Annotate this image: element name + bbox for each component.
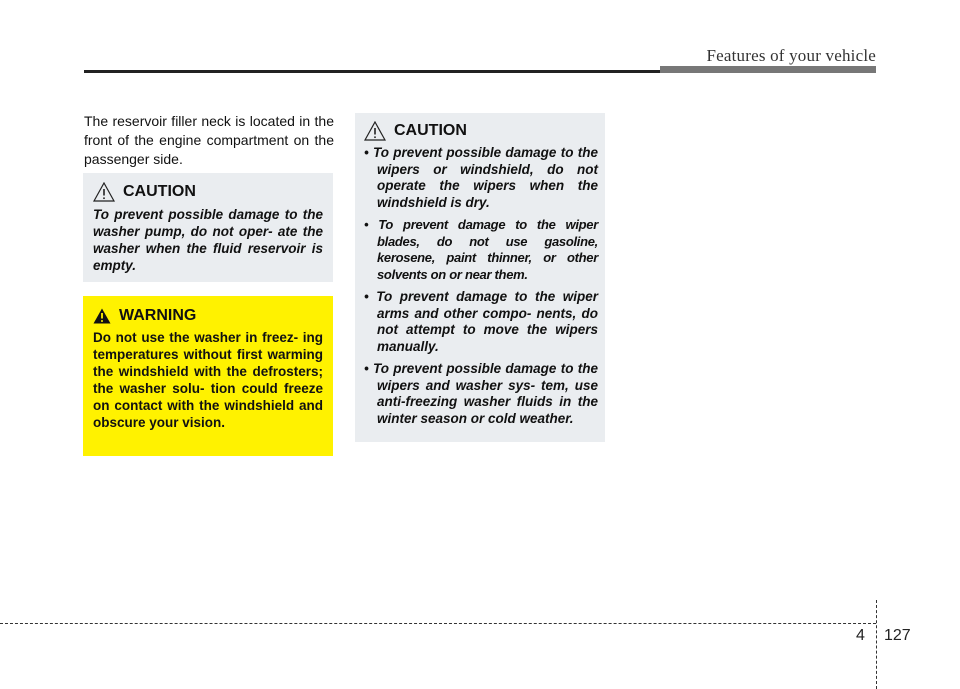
chapter-number: 4 — [856, 627, 865, 644]
header-rule — [84, 70, 660, 73]
intro-text: The reservoir filler neck is located in the front of the engine compartment on the passenger side. — [84, 113, 334, 167]
caution-box-left — [83, 173, 333, 282]
intro-paragraph — [84, 112, 334, 169]
caution-list-item: • To prevent possible damage to the wipers or windshield, do not operate the wipers when the windshield is dry. — [364, 145, 598, 210]
caution-list-item: • To prevent possible damage to the wipers and washer sys- tem, use anti-freezing washer fluids in the winter season or cold weather. — [364, 361, 598, 426]
caution-list-item: • To prevent damage to the wiper arms and other compo- nents, do not attempt to move the wipers manually. — [364, 289, 598, 354]
caution-list — [364, 145, 598, 427]
caution-heading-row — [93, 182, 323, 202]
caution-list-item: • To prevent damage to the wiper blades, do not use gasoline, kerosene, paint thinner, or other solvents on or near them. — [364, 217, 598, 282]
caution-text: To prevent possible damage to the washer pump, do not oper- ate the washer when the fluid reservoir is empty. — [93, 207, 323, 273]
caution-heading: CAUTION — [123, 183, 196, 200]
footer-divider — [876, 600, 877, 689]
warning-heading-row — [93, 307, 323, 325]
caution-heading-row — [364, 121, 598, 141]
warning-heading: WARNING — [119, 307, 197, 324]
footer-rule — [0, 623, 876, 624]
caution-triangle-icon — [93, 182, 115, 202]
caution-triangle-icon — [364, 121, 386, 141]
warning-triangle-icon — [93, 308, 111, 324]
warning-box — [83, 296, 333, 456]
header-title: Features of your vehicle — [706, 46, 876, 65]
page-number: 127 — [884, 627, 911, 644]
warning-text: Do not use the washer in freez- ing temperatures without first warming the windshield with the defrosters; the washer solu- tion could freeze on contact with the windshield and obscure your vision. — [93, 330, 323, 430]
caution-heading: CAUTION — [394, 122, 467, 139]
header-rule-accent — [660, 66, 876, 73]
caution-box-right — [355, 113, 605, 442]
